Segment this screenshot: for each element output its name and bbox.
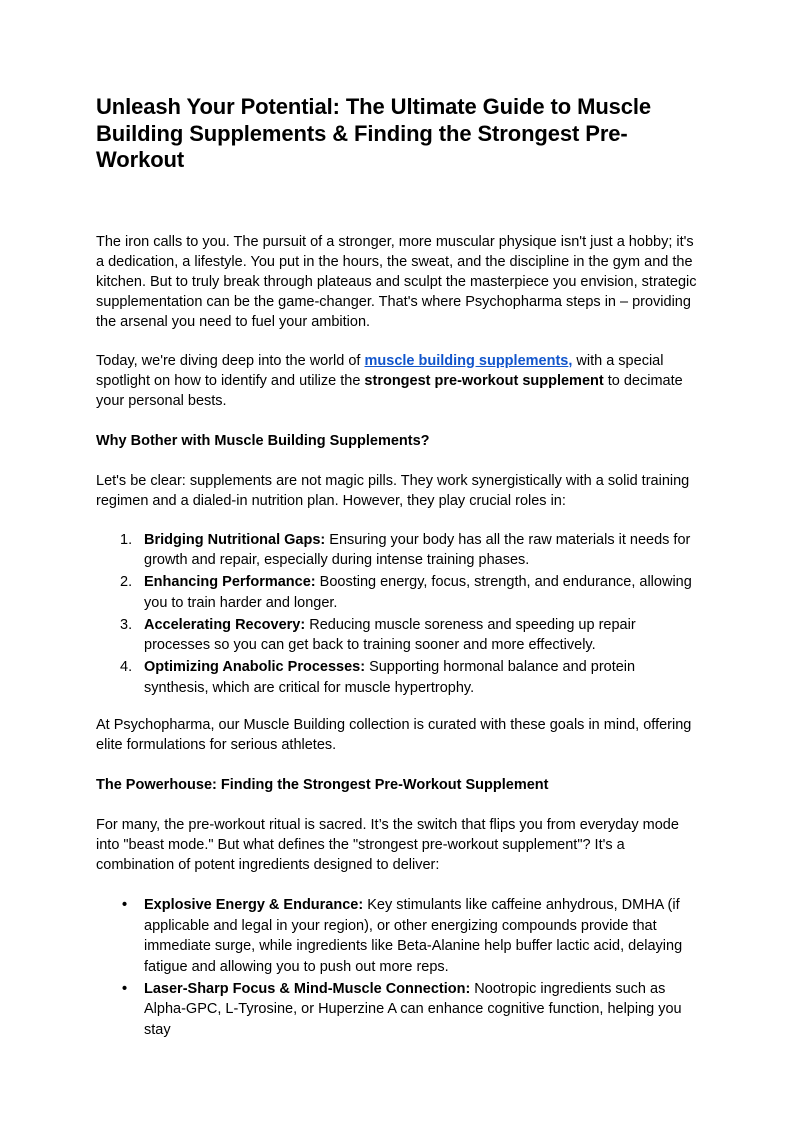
list-number: 4. xyxy=(120,659,133,675)
link-comma[interactable]: , xyxy=(568,352,573,369)
list-item-title: Laser-Sharp Focus & Mind-Muscle Connection: xyxy=(144,980,471,997)
list-item-text: Boosting energy, focus, strength, and endurance, allowing you to train harder and longer. xyxy=(144,574,692,611)
list-number: 3. xyxy=(120,616,133,633)
benefits-list xyxy=(96,895,700,1040)
list-item-text: Nootropic ingredients such as Alpha-GPC, L-Tyrosine, or Huperzine A can enhance cognitive function, helping you stay xyxy=(144,980,682,1038)
today-after: to decimate your personal bests. xyxy=(96,372,683,409)
list-item-text: Reducing muscle soreness and speeding up repair processes so you can get back to training sooner and more effectively. xyxy=(144,616,636,653)
list-item-title: Explosive Energy & Endurance: xyxy=(144,897,364,913)
intro-paragraph: The iron calls to you. The pursuit of a stronger, more muscular physique isn't just a hobby; it's a dedication, a lifestyle. You put in the hours, the sweat, and the discipline in the gym and the kitchen. But to truly break through plateaus and sculpt the masterpiece you envision, strategic supplementation can be the game-changer. That's where Psychopharma steps in – providing the arsenal you need to fuel your ambition. xyxy=(96,233,697,330)
list-item xyxy=(96,615,700,656)
list-item xyxy=(96,657,700,698)
list-item-title: Optimizing Anabolic Processes: xyxy=(144,659,366,675)
today-paragraph xyxy=(96,351,700,411)
list-item-text: Supporting hormonal balance and protein synthesis, which are critical for muscle hypertrophy. xyxy=(144,659,636,696)
list-number: 1. xyxy=(120,531,133,548)
power-intro-paragraph: For many, the pre-workout ritual is sacred. It’s the switch that flips you from everyday mode into "beast mode." But what defines the "strongest pre-workout supplement"? It's a combination of potent ingredients designed to deliver: xyxy=(96,817,679,873)
list-item xyxy=(96,530,700,571)
list-item xyxy=(96,895,700,977)
today-middle: with a special spotlight on how to identify and utilize the xyxy=(96,352,664,389)
page-title: Unleash Your Potential: The Ultimate Guide to Muscle Building Supplements & Finding the Strongest Pre-Workout xyxy=(96,94,652,172)
list-item-text: Ensuring your body has all the raw materials it needs for growth and repair, especially during intense training phases. xyxy=(144,531,691,568)
document-page xyxy=(96,94,700,1042)
list-item xyxy=(96,572,700,613)
bullet-icon: • xyxy=(122,980,128,997)
today-before: Today, we're diving deep into the world of xyxy=(96,352,365,369)
roles-list xyxy=(96,530,700,699)
list-item xyxy=(96,979,700,1041)
strongest-preworkout-bold: strongest pre-workout supplement xyxy=(364,372,604,389)
list-item-title: Accelerating Recovery: xyxy=(144,616,306,633)
why-intro-paragraph: Let's be clear: supplements are not magic pills. They work synergistically with a solid training regimen and a dialed-in nutrition plan. However, they play crucial roles in: xyxy=(96,472,690,509)
why-heading: Why Bother with Muscle Building Supplements? xyxy=(96,432,430,449)
list-item-text: Key stimulants like caffeine anhydrous, DMHA (if applicable and legal in your region), or other energizing compounds provide that immediate surge, while ingredients like Beta-Alanine help buffer lactic acid, delaying fatigue and allowing you to push out more reps. xyxy=(144,897,683,975)
list-item-title: Enhancing Performance: xyxy=(144,574,316,590)
list-number: 2. xyxy=(120,574,133,590)
list-item-title: Bridging Nutritional Gaps: xyxy=(144,531,326,548)
psychopharma-paragraph: At Psychopharma, our Muscle Building collection is curated with these goals in mind, offering elite formulations for serious athletes. xyxy=(96,717,692,753)
muscle-building-supplements-link[interactable] xyxy=(365,353,573,369)
link-label[interactable]: muscle building supplements xyxy=(364,352,569,369)
bullet-icon: • xyxy=(122,897,128,913)
power-heading: The Powerhouse: Finding the Strongest Pre-Workout Supplement xyxy=(96,777,549,793)
